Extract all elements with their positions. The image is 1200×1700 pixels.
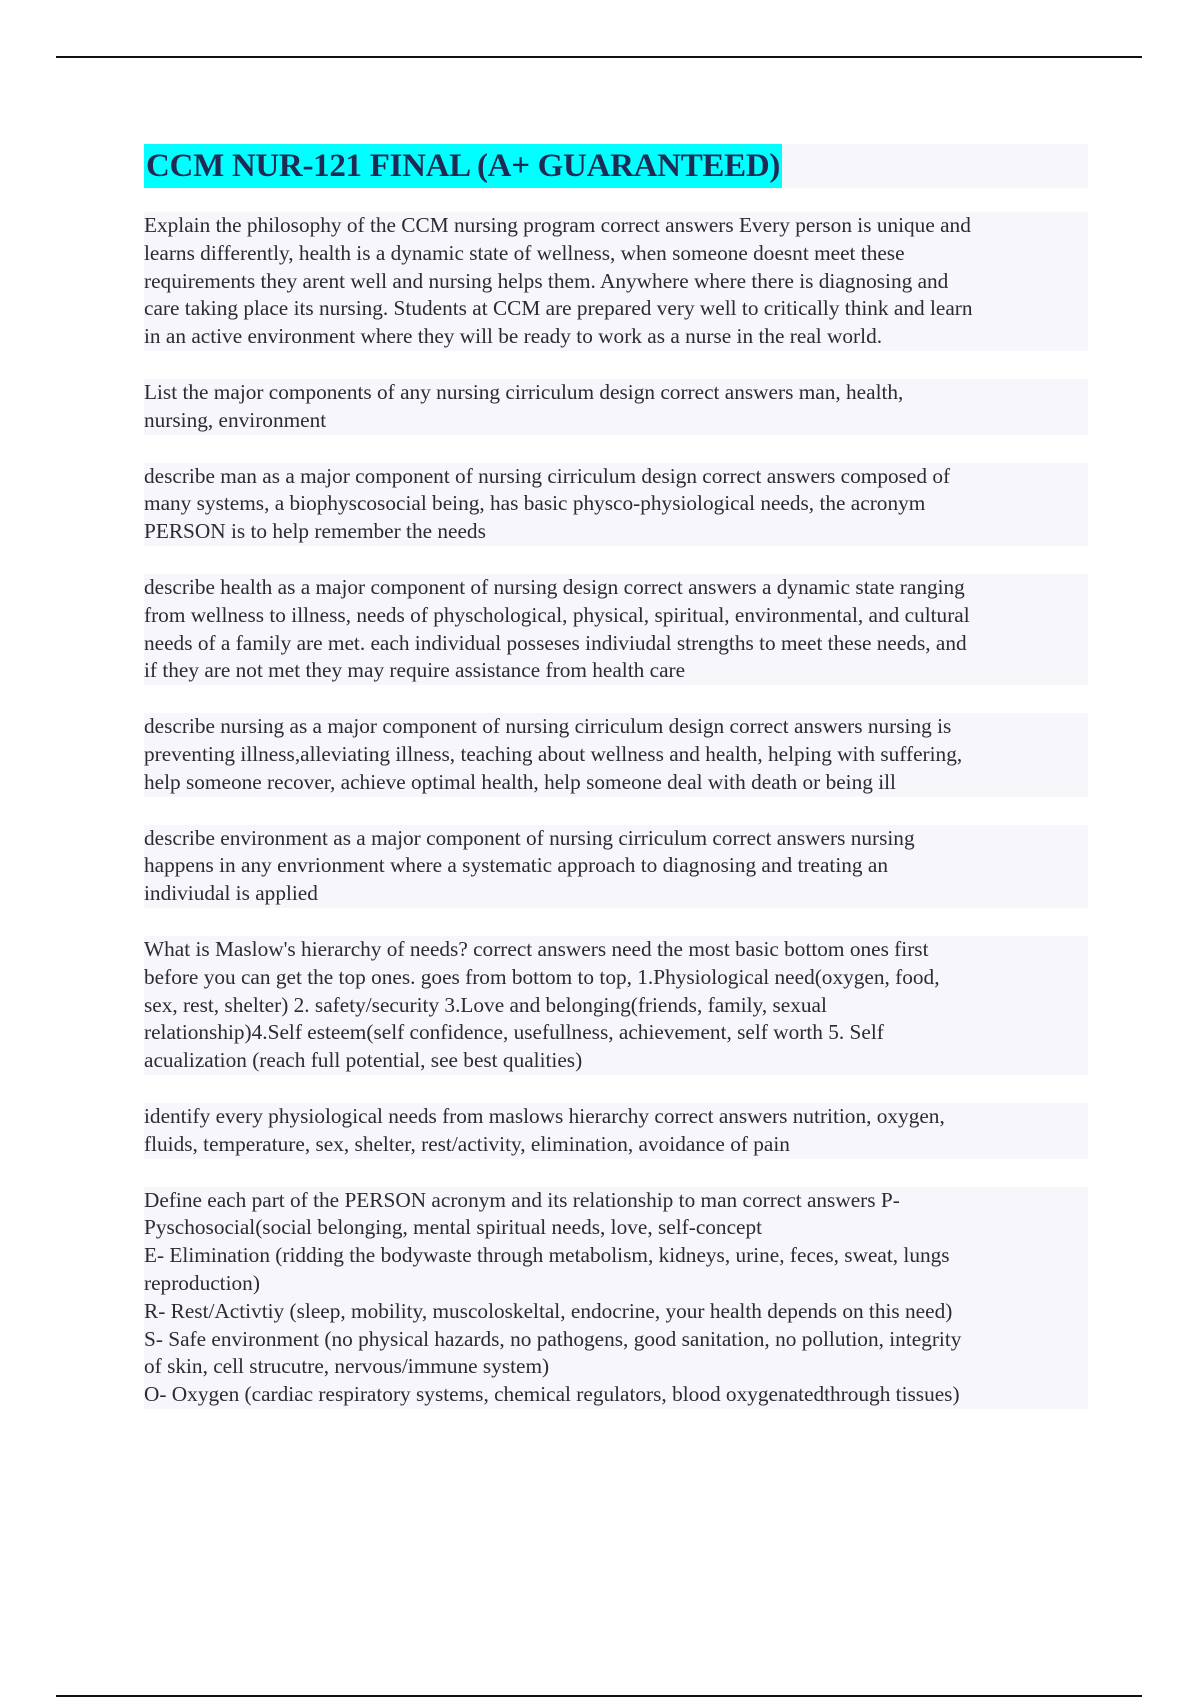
- paragraph-line: preventing illness,alleviating illness, teaching about wellness and health, helping with suffering,: [144, 741, 1088, 769]
- paragraph-line: identify every physiological needs from maslows hierarchy correct answers nutrition, oxygen,: [144, 1103, 1088, 1131]
- paragraph-line: help someone recover, achieve optimal health, help someone deal with death or being ill: [144, 769, 1088, 797]
- paragraph-line: S- Safe environment (no physical hazards, no pathogens, good sanitation, no pollution, integrity: [144, 1326, 1088, 1354]
- paragraph-line: fluids, temperature, sex, shelter, rest/activity, elimination, avoidance of pain: [144, 1131, 1088, 1159]
- paragraph-line: Define each part of the PERSON acronym and its relationship to man correct answers P-: [144, 1187, 1088, 1215]
- paragraph-line: nursing, environment: [144, 407, 1088, 435]
- paragraph-line: sex, rest, shelter) 2. safety/security 3.Love and belonging(friends, family, sexual: [144, 992, 1088, 1020]
- paragraph-line: in an active environment where they will be ready to work as a nurse in the real world.: [144, 323, 1088, 351]
- paragraph-line: List the major components of any nursing cirriculum design correct answers man, health,: [144, 379, 1088, 407]
- document-title: CCM NUR-121 FINAL (A+ GUARANTEED): [144, 144, 782, 188]
- header-rule: [56, 56, 1142, 58]
- paragraph-line: reproduction): [144, 1270, 1088, 1298]
- paragraph-line: What is Maslow's hierarchy of needs? correct answers need the most basic bottom ones first: [144, 936, 1088, 964]
- paragraph-line: describe nursing as a major component of nursing cirriculum design correct answers nursing is: [144, 713, 1088, 741]
- paragraph-line: of skin, cell strucutre, nervous/immune system): [144, 1353, 1088, 1381]
- paragraph: [144, 574, 1088, 685]
- paragraph-line: learns differently, health is a dynamic state of wellness, when someone doesnt meet these: [144, 240, 1088, 268]
- paragraph-line: happens in any envrionment where a systematic approach to diagnosing and treating an: [144, 852, 1088, 880]
- paragraph-line: care taking place its nursing. Students at CCM are prepared very well to critically think and learn: [144, 295, 1088, 323]
- paragraph-line: needs of a family are met. each individual posseses indiviudal strengths to meet these needs, and: [144, 630, 1088, 658]
- title-bar: [144, 144, 1088, 188]
- paragraph-line: before you can get the top ones. goes from bottom to top, 1.Physiological need(oxygen, food,: [144, 964, 1088, 992]
- paragraph: [144, 825, 1088, 908]
- paragraph-line: R- Rest/Activtiy (sleep, mobility, muscoloskeltal, endocrine, your health depends on this need): [144, 1298, 1088, 1326]
- paragraph-line: E- Elimination (ridding the bodywaste through metabolism, kidneys, urine, feces, sweat, lungs: [144, 1242, 1088, 1270]
- paragraph-line: acualization (reach full potential, see best qualities): [144, 1047, 1088, 1075]
- paragraph-line: O- Oxygen (cardiac respiratory systems, chemical regulators, blood oxygenatedthrough tissues): [144, 1381, 1088, 1409]
- paragraph-line: PERSON is to help remember the needs: [144, 518, 1088, 546]
- paragraph-line: Explain the philosophy of the CCM nursing program correct answers Every person is unique and: [144, 212, 1088, 240]
- footer-rule: [56, 1695, 1142, 1697]
- paragraph: [144, 212, 1088, 351]
- paragraph-line: Pyschosocial(social belonging, mental spiritual needs, love, self-concept: [144, 1214, 1088, 1242]
- paragraph-line: indiviudal is applied: [144, 880, 1088, 908]
- paragraph: [144, 1103, 1088, 1159]
- paragraph: [144, 713, 1088, 796]
- paragraph: [144, 936, 1088, 1075]
- paragraph-line: describe environment as a major component of nursing cirriculum correct answers nursing: [144, 825, 1088, 853]
- paragraph-line: from wellness to illness, needs of physchological, physical, spiritual, environmental, and cultural: [144, 602, 1088, 630]
- paragraph: [144, 379, 1088, 435]
- paragraph-line: describe man as a major component of nursing cirriculum design correct answers composed of: [144, 463, 1088, 491]
- paragraph-line: describe health as a major component of nursing design correct answers a dynamic state ranging: [144, 574, 1088, 602]
- paragraph-line: if they are not met they may require assistance from health care: [144, 657, 1088, 685]
- document-page: [144, 144, 1088, 1437]
- paragraph-line: many systems, a biophyscosocial being, has basic physco-physiological needs, the acronym: [144, 490, 1088, 518]
- paragraph-line: requirements they arent well and nursing helps them. Anywhere where there is diagnosing and: [144, 268, 1088, 296]
- document-body: [144, 212, 1088, 1409]
- paragraph: [144, 1187, 1088, 1409]
- paragraph-line: relationship)4.Self esteem(self confidence, usefullness, achievement, self worth 5. Self: [144, 1019, 1088, 1047]
- paragraph: [144, 463, 1088, 546]
